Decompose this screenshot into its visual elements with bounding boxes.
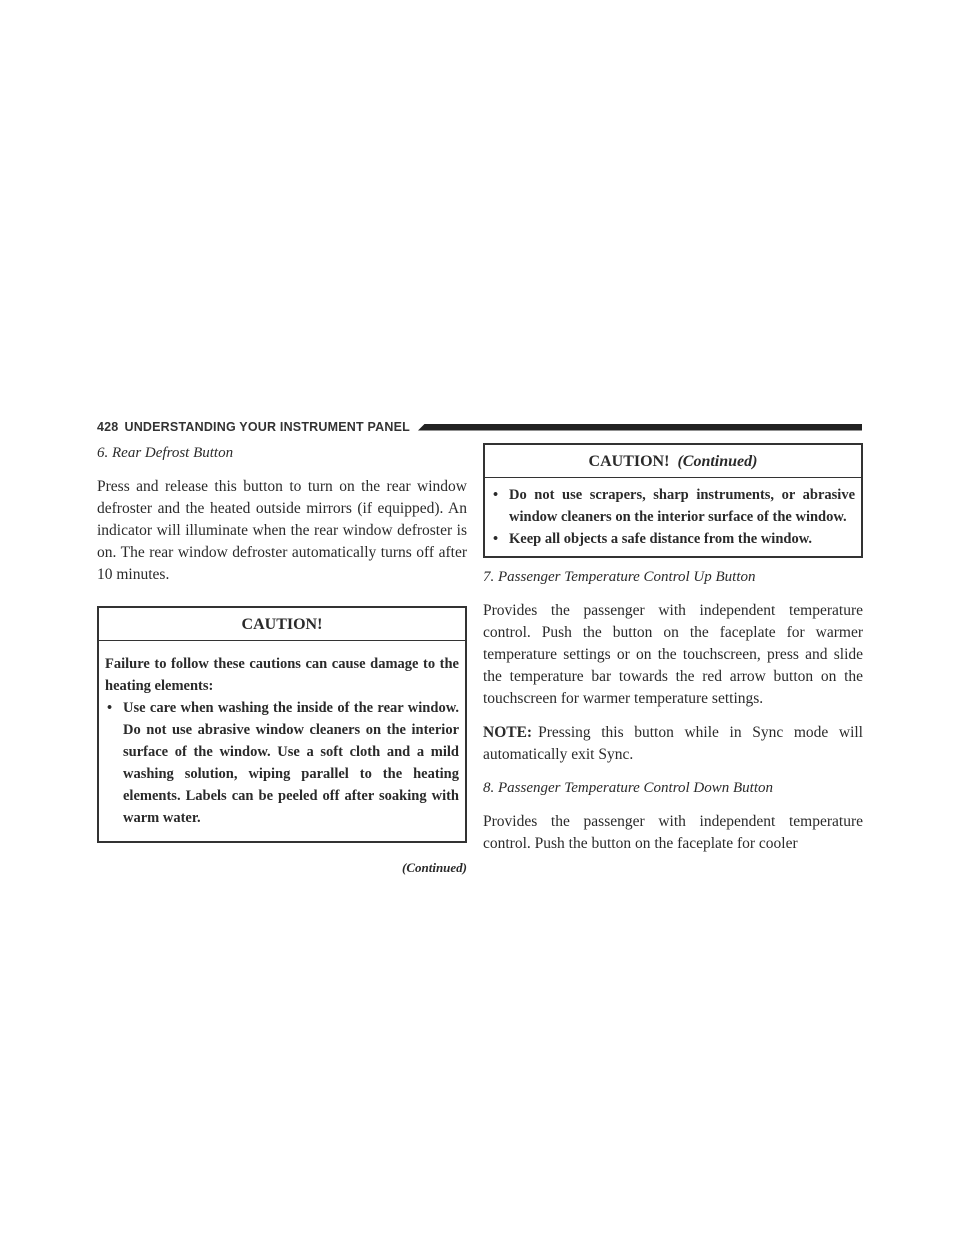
caution-bullet — [491, 528, 855, 550]
caution-bullet-list — [105, 697, 459, 829]
caution-bullet-text: Keep all objects a safe distance from the window. — [509, 531, 812, 547]
caution-box-continued — [483, 443, 863, 558]
subhead-rear-defrost: 6. Rear Defrost Button — [97, 445, 234, 461]
rear-defrost-paragraph: Press and release this button to turn on the rear window defroster and the heated outside mirrors (if equipped). An indicator will illuminate when the rear window defroster is on. The rear window defroster automatically turns off after 10 minutes. — [97, 478, 467, 583]
page-number: 428 — [97, 420, 119, 434]
caution-intro: Failure to follow these cautions can cause damage to the heating elements: — [105, 656, 459, 694]
note-label: NOTE: — [483, 724, 533, 741]
subhead-passenger-temp-down: 8. Passenger Temperature Control Down Button — [483, 780, 774, 796]
caution-title — [485, 445, 861, 478]
passenger-temp-down-paragraph: Provides the passenger with independent temperature control. Push the button on the faceplate for cooler — [483, 813, 863, 852]
caution-title-suffix: (Continued) — [677, 453, 758, 470]
right-column — [483, 443, 863, 867]
bullet-icon: • — [493, 531, 499, 547]
caution-bullet-text: Do not use scrapers, sharp instruments, or abrasive window cleaners on the interior surface of the window. — [509, 487, 855, 525]
continued-label: (Continued) — [401, 860, 467, 875]
caution-bullet-list — [491, 484, 855, 550]
caution-body — [99, 641, 465, 841]
bullet-icon: • — [107, 700, 113, 716]
header-rule — [418, 424, 862, 431]
passenger-temp-up-paragraph: Provides the passenger with independent temperature control. Push the button on the faceplate for warmer temperature settings or on the touchscreen, press and slide the temperature bar towards the red arrow button on the touchscreen for warmer temperature settings. — [483, 602, 863, 707]
section-title: UNDERSTANDING YOUR INSTRUMENT PANEL — [124, 420, 410, 434]
note-text: Pressing this button while in Sync mode will automatically exit Sync. — [483, 724, 863, 763]
caution-title-text: CAUTION! — [241, 616, 323, 633]
note-paragraph — [483, 722, 863, 766]
page-header — [97, 419, 862, 435]
caution-title — [99, 608, 465, 641]
caution-body — [485, 478, 861, 556]
caution-box — [97, 606, 467, 843]
bullet-icon: • — [493, 487, 499, 503]
caution-bullet-text: Use care when washing the inside of the rear window. Do not use abrasive window cleaners on the interior surface of the window. Use a soft cloth and a mild washing solution, wiping parallel to the heating elements. Labels can be peeled off after soaking with warm water. — [123, 700, 459, 826]
caution-bullet — [105, 697, 459, 829]
left-column — [97, 443, 467, 876]
subhead-passenger-temp-up: 7. Passenger Temperature Control Up Button — [483, 569, 756, 585]
caution-bullet — [491, 484, 855, 528]
caution-title-text: CAUTION! — [588, 453, 670, 470]
